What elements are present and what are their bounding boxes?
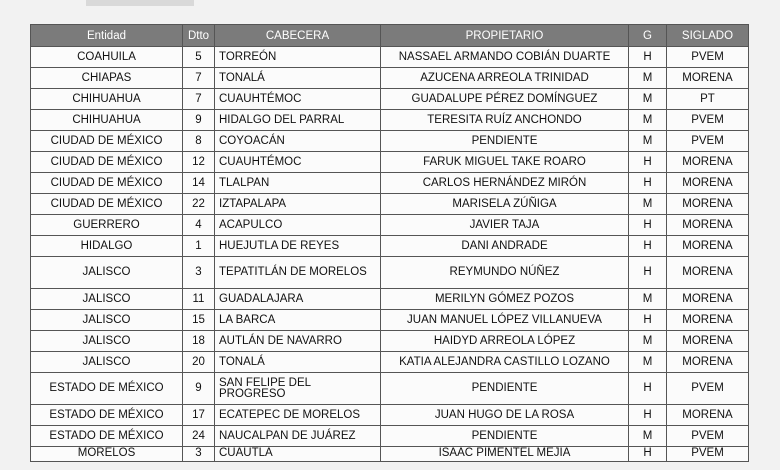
- dtto-cell: 3: [183, 447, 215, 462]
- table-row: [31, 236, 749, 257]
- entidad-cell: JALISCO: [31, 310, 183, 331]
- candidates-table-sheet: [30, 24, 748, 462]
- cabecera-cell: TORREÓN: [215, 47, 381, 68]
- top-edge-mark: [86, 0, 194, 6]
- gender-cell: M: [629, 331, 667, 352]
- table-row: [31, 405, 749, 426]
- cabecera-cell: COYOACÁN: [215, 131, 381, 152]
- gender-cell: M: [629, 426, 667, 447]
- gender-cell: M: [629, 131, 667, 152]
- table-row: [31, 331, 749, 352]
- propietario-cell: HAIDYD ARREOLA LÓPEZ: [381, 331, 629, 352]
- gender-cell: M: [629, 89, 667, 110]
- cabecera-cell: SAN FELIPE DEL PROGRESO: [215, 373, 381, 405]
- propietario-cell: FARUK MIGUEL TAKE ROARO: [381, 152, 629, 173]
- cabecera-cell: HIDALGO DEL PARRAL: [215, 110, 381, 131]
- siglado-cell: MORENA: [667, 215, 749, 236]
- gender-cell: M: [629, 289, 667, 310]
- gender-cell: M: [629, 110, 667, 131]
- dtto-cell: 9: [183, 373, 215, 405]
- col-header-entidad: Entidad: [31, 25, 183, 47]
- entidad-cell: ESTADO DE MÉXICO: [31, 426, 183, 447]
- siglado-cell: MORENA: [667, 310, 749, 331]
- siglado-cell: MORENA: [667, 236, 749, 257]
- cabecera-cell: GUADALAJARA: [215, 289, 381, 310]
- dtto-cell: 24: [183, 426, 215, 447]
- entidad-cell: COAHUILA: [31, 47, 183, 68]
- table-row: [31, 257, 749, 289]
- dtto-cell: 22: [183, 194, 215, 215]
- gender-cell: M: [629, 68, 667, 89]
- table-row: [31, 89, 749, 110]
- siglado-cell: PVEM: [667, 110, 749, 131]
- table-row: [31, 47, 749, 68]
- gender-cell: M: [629, 194, 667, 215]
- table-row: [31, 215, 749, 236]
- dtto-cell: 17: [183, 405, 215, 426]
- dtto-cell: 1: [183, 236, 215, 257]
- dtto-cell: 15: [183, 310, 215, 331]
- gender-cell: H: [629, 236, 667, 257]
- siglado-cell: MORENA: [667, 289, 749, 310]
- gender-cell: H: [629, 47, 667, 68]
- propietario-cell: MARISELA ZÚÑIGA: [381, 194, 629, 215]
- siglado-cell: PVEM: [667, 131, 749, 152]
- entidad-cell: CHIHUAHUA: [31, 89, 183, 110]
- propietario-cell: KATIA ALEJANDRA CASTILLO LOZANO: [381, 352, 629, 373]
- cabecera-cell: TEPATITLÁN DE MORELOS: [215, 257, 381, 289]
- entidad-cell: ESTADO DE MÉXICO: [31, 373, 183, 405]
- propietario-cell: PENDIENTE: [381, 426, 629, 447]
- cabecera-cell: CUAUHTÉMOC: [215, 152, 381, 173]
- entidad-cell: GUERRERO: [31, 215, 183, 236]
- entidad-cell: JALISCO: [31, 331, 183, 352]
- gender-cell: H: [629, 447, 667, 462]
- candidates-table: [30, 24, 749, 462]
- dtto-cell: 7: [183, 89, 215, 110]
- propietario-cell: JUAN HUGO DE LA ROSA: [381, 405, 629, 426]
- entidad-cell: JALISCO: [31, 352, 183, 373]
- entidad-cell: CIUDAD DE MÉXICO: [31, 152, 183, 173]
- propietario-cell: GUADALUPE PÉREZ DOMÍNGUEZ: [381, 89, 629, 110]
- table-row: [31, 152, 749, 173]
- siglado-cell: PVEM: [667, 373, 749, 405]
- gender-cell: M: [629, 352, 667, 373]
- siglado-cell: PT: [667, 89, 749, 110]
- table-row: [31, 426, 749, 447]
- table-row: [31, 110, 749, 131]
- dtto-cell: 4: [183, 215, 215, 236]
- entidad-cell: ESTADO DE MÉXICO: [31, 405, 183, 426]
- propietario-cell: NASSAEL ARMANDO COBIÁN DUARTE: [381, 47, 629, 68]
- col-header-cabecera: CABECERA: [215, 25, 381, 47]
- entidad-cell: CIUDAD DE MÉXICO: [31, 131, 183, 152]
- dtto-cell: 18: [183, 331, 215, 352]
- dtto-cell: 7: [183, 68, 215, 89]
- propietario-cell: JUAN MANUEL LÓPEZ VILLANUEVA: [381, 310, 629, 331]
- siglado-cell: MORENA: [667, 194, 749, 215]
- propietario-cell: AZUCENA ARREOLA TRINIDAD: [381, 68, 629, 89]
- col-header-g: G: [629, 25, 667, 47]
- gender-cell: H: [629, 173, 667, 194]
- cabecera-cell: AUTLÁN DE NAVARRO: [215, 331, 381, 352]
- cabecera-cell: LA BARCA: [215, 310, 381, 331]
- gender-cell: H: [629, 310, 667, 331]
- siglado-cell: MORENA: [667, 68, 749, 89]
- col-header-dtto: Dtto: [183, 25, 215, 47]
- propietario-cell: PENDIENTE: [381, 373, 629, 405]
- cabecera-cell: HUEJUTLA DE REYES: [215, 236, 381, 257]
- siglado-cell: MORENA: [667, 257, 749, 289]
- cabecera-cell: NAUCALPAN DE JUÁREZ: [215, 426, 381, 447]
- propietario-cell: REYMUNDO NÚÑEZ: [381, 257, 629, 289]
- propietario-cell: MERILYN GÓMEZ POZOS: [381, 289, 629, 310]
- table-row: [31, 131, 749, 152]
- propietario-cell: JAVIER TAJA: [381, 215, 629, 236]
- table-row: [31, 310, 749, 331]
- siglado-cell: MORENA: [667, 352, 749, 373]
- siglado-cell: MORENA: [667, 173, 749, 194]
- entidad-cell: CIUDAD DE MÉXICO: [31, 173, 183, 194]
- table-row: [31, 373, 749, 405]
- entidad-cell: CHIAPAS: [31, 68, 183, 89]
- table-row: [31, 194, 749, 215]
- gender-cell: H: [629, 215, 667, 236]
- siglado-cell: PVEM: [667, 447, 749, 462]
- dtto-cell: 9: [183, 110, 215, 131]
- table-row: [31, 352, 749, 373]
- dtto-cell: 5: [183, 47, 215, 68]
- siglado-cell: PVEM: [667, 426, 749, 447]
- cabecera-cell: CUAUTLA: [215, 447, 381, 462]
- gender-cell: H: [629, 257, 667, 289]
- dtto-cell: 12: [183, 152, 215, 173]
- entidad-cell: CHIHUAHUA: [31, 110, 183, 131]
- entidad-cell: CIUDAD DE MÉXICO: [31, 194, 183, 215]
- table-header-row: [31, 25, 749, 47]
- table-row: [31, 447, 749, 462]
- table-row: [31, 173, 749, 194]
- cabecera-cell: IZTAPALAPA: [215, 194, 381, 215]
- gender-cell: H: [629, 152, 667, 173]
- col-header-siglado: SIGLADO: [667, 25, 749, 47]
- dtto-cell: 20: [183, 352, 215, 373]
- gender-cell: H: [629, 373, 667, 405]
- cabecera-cell: TONALÁ: [215, 352, 381, 373]
- table-row: [31, 68, 749, 89]
- entidad-cell: JALISCO: [31, 289, 183, 310]
- cabecera-cell: ECATEPEC DE MORELOS: [215, 405, 381, 426]
- cabecera-cell: CUAUHTÉMOC: [215, 89, 381, 110]
- propietario-cell: TERESITA RUÍZ ANCHONDO: [381, 110, 629, 131]
- dtto-cell: 14: [183, 173, 215, 194]
- propietario-cell: DANI ANDRADE: [381, 236, 629, 257]
- col-header-propietario: PROPIETARIO: [381, 25, 629, 47]
- cabecera-cell: TLALPAN: [215, 173, 381, 194]
- siglado-cell: MORENA: [667, 152, 749, 173]
- dtto-cell: 3: [183, 257, 215, 289]
- cabecera-cell: ACAPULCO: [215, 215, 381, 236]
- siglado-cell: MORENA: [667, 331, 749, 352]
- entidad-cell: HIDALGO: [31, 236, 183, 257]
- propietario-cell: CARLOS HERNÁNDEZ MIRÓN: [381, 173, 629, 194]
- siglado-cell: MORENA: [667, 405, 749, 426]
- propietario-cell: PENDIENTE: [381, 131, 629, 152]
- siglado-cell: PVEM: [667, 47, 749, 68]
- gender-cell: H: [629, 405, 667, 426]
- table-row: [31, 289, 749, 310]
- propietario-cell: ISAAC PIMENTEL MEJÍA: [381, 447, 629, 462]
- dtto-cell: 11: [183, 289, 215, 310]
- cabecera-cell: TONALÁ: [215, 68, 381, 89]
- entidad-cell: MORELOS: [31, 447, 183, 462]
- entidad-cell: JALISCO: [31, 257, 183, 289]
- dtto-cell: 8: [183, 131, 215, 152]
